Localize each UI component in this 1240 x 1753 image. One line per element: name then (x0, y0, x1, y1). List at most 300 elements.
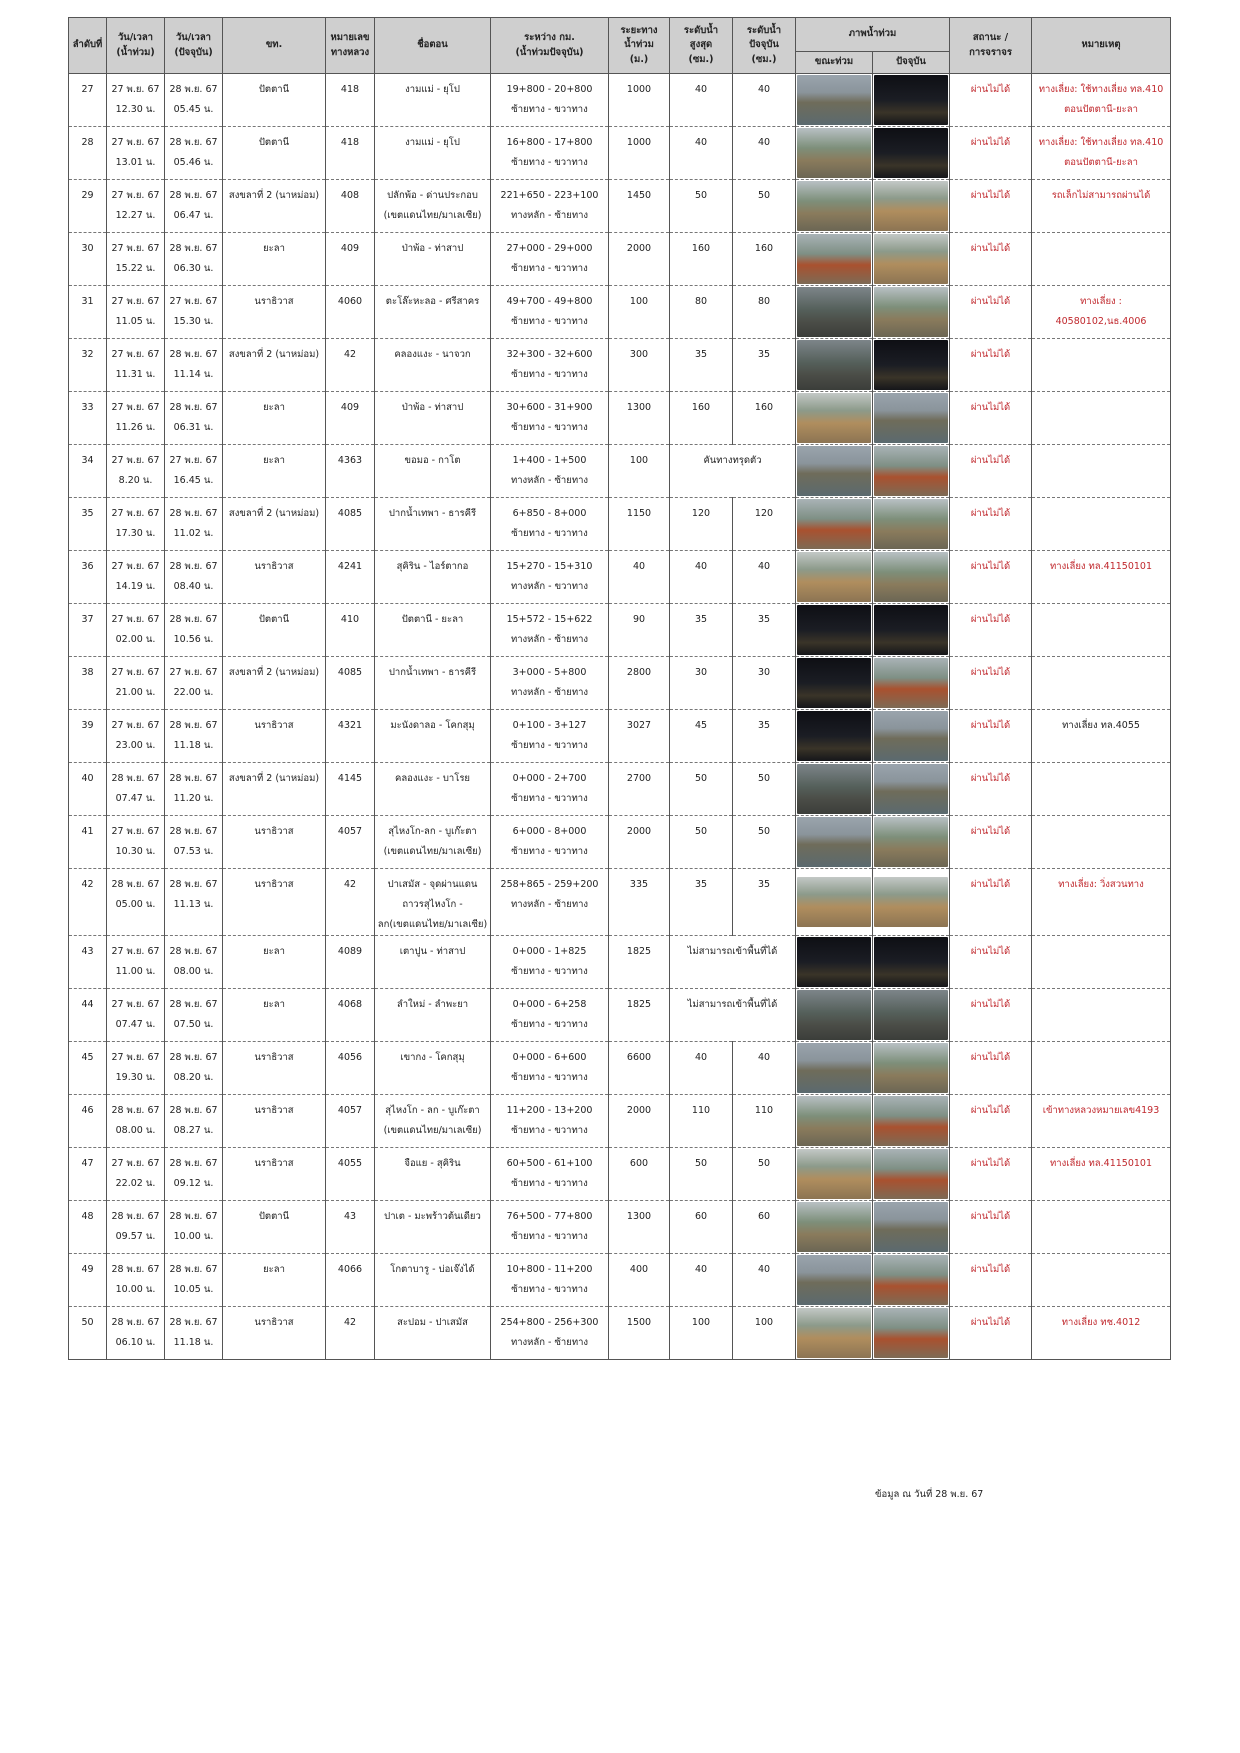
section-name: ปัตตานี - ยะลา (375, 604, 491, 657)
flood-photo-image[interactable] (797, 764, 871, 814)
section-name: มะนังดาลอ - โคกสุมุ (375, 710, 491, 763)
km-range: 6+000 - 8+000 ซ้ายทาง - ขวาทาง (491, 816, 609, 869)
photo-current[interactable] (873, 604, 950, 657)
current-photo-image[interactable] (874, 75, 948, 125)
current-level: 80 (733, 286, 796, 339)
current-datetime: 28 พ.ย. 67 10.05 น. (165, 1254, 223, 1307)
current-level: 110 (733, 1095, 796, 1148)
district-office: ยะลา (223, 392, 326, 445)
photo-during-flood[interactable] (796, 551, 873, 604)
remark (1032, 657, 1171, 710)
remark (1032, 392, 1171, 445)
traffic-status: ผ่านไม่ได้ (950, 445, 1032, 498)
current-photo-image[interactable] (874, 340, 948, 390)
current-photo-image[interactable] (874, 817, 948, 867)
photo-current[interactable] (873, 1201, 950, 1254)
remark (1032, 233, 1171, 286)
row-no: 45 (69, 1042, 107, 1095)
flood-photo-image[interactable] (797, 393, 871, 443)
route-number: 4057 (326, 816, 375, 869)
route-number: 409 (326, 233, 375, 286)
km-range: 221+650 - 223+100 ทางหลัก - ซ้ายทาง (491, 180, 609, 233)
table-row (69, 74, 1171, 127)
current-datetime: 28 พ.ย. 67 11.13 น. (165, 869, 223, 936)
traffic-status: ผ่านไม่ได้ (950, 763, 1032, 816)
current-photo-image[interactable] (874, 1255, 948, 1305)
header-note: หมายเหตุ (1032, 18, 1171, 74)
photo-current[interactable] (873, 1095, 950, 1148)
traffic-status: ผ่านไม่ได้ (950, 1254, 1032, 1307)
row-no: 43 (69, 936, 107, 989)
photo-during-flood[interactable] (796, 180, 873, 233)
flood-photo-image[interactable] (797, 605, 871, 655)
photo-current[interactable] (873, 180, 950, 233)
max-level: 35 (670, 604, 733, 657)
current-datetime: 28 พ.ย. 67 11.18 น. (165, 1307, 223, 1360)
header-cur-level: ระดับน้ำ ปัจจุบัน (ซม.) (733, 18, 796, 74)
current-photo-image[interactable] (874, 605, 948, 655)
current-photo-image[interactable] (874, 499, 948, 549)
section-name: ตะโล๊ะหะลอ - ศรีสาคร (375, 286, 491, 339)
photo-current[interactable] (873, 127, 950, 180)
level-remark: ไม่สามารถเข้าพื้นที่ได้ (670, 936, 796, 989)
photo-current[interactable] (873, 551, 950, 604)
section-name: ปลักพ้อ - ด่านประกอบ (เขตแดนไทย/มาเลเซีย) (375, 180, 491, 233)
route-number: 4363 (326, 445, 375, 498)
route-number: 4060 (326, 286, 375, 339)
district-office: สงขลาที่ 2 (นาหม่อม) (223, 339, 326, 392)
traffic-status: ผ่านไม่ได้ (950, 180, 1032, 233)
header-district: ขท. (223, 18, 326, 74)
flood-photo-image[interactable] (797, 817, 871, 867)
flood-datetime: 27 พ.ย. 67 11.31 น. (107, 339, 165, 392)
km-range: 30+600 - 31+900 ซ้ายทาง - ขวาทาง (491, 392, 609, 445)
current-datetime: 28 พ.ย. 67 05.45 น. (165, 74, 223, 127)
flood-distance: 2700 (609, 763, 670, 816)
max-level: 40 (670, 1042, 733, 1095)
district-office: สงขลาที่ 2 (นาหม่อม) (223, 763, 326, 816)
header-dt-flood: วัน/เวลา (น้ำท่วม) (107, 18, 165, 74)
level-remark: คันทางทรุดตัว (670, 445, 796, 498)
flood-distance: 1000 (609, 127, 670, 180)
table-row (69, 869, 1171, 936)
district-office: สงขลาที่ 2 (นาหม่อม) (223, 498, 326, 551)
row-no: 41 (69, 816, 107, 869)
current-level: 40 (733, 1042, 796, 1095)
photo-current[interactable] (873, 936, 950, 989)
route-number: 418 (326, 127, 375, 180)
route-number: 409 (326, 392, 375, 445)
max-level: 45 (670, 710, 733, 763)
current-level: 50 (733, 180, 796, 233)
district-office: นราธิวาส (223, 1095, 326, 1148)
traffic-status: ผ่านไม่ได้ (950, 657, 1032, 710)
row-no: 33 (69, 392, 107, 445)
photo-current[interactable] (873, 1148, 950, 1201)
flood-photo-image[interactable] (797, 1202, 871, 1252)
traffic-status: ผ่านไม่ได้ (950, 1201, 1032, 1254)
km-range: 3+000 - 5+800 ทางหลัก - ซ้ายทาง (491, 657, 609, 710)
district-office: ยะลา (223, 989, 326, 1042)
route-number: 4089 (326, 936, 375, 989)
section-name: สุคิริน - ไอร์ตากอ (375, 551, 491, 604)
flood-datetime: 27 พ.ย. 67 10.30 น. (107, 816, 165, 869)
current-photo-image[interactable] (874, 764, 948, 814)
remark (1032, 1042, 1171, 1095)
table-row (69, 1307, 1171, 1360)
flood-distance: 40 (609, 551, 670, 604)
photo-current[interactable] (873, 498, 950, 551)
photo-current[interactable] (873, 989, 950, 1042)
flood-photo-image[interactable] (797, 287, 871, 337)
flood-datetime: 27 พ.ย. 67 8.20 น. (107, 445, 165, 498)
header-route: หมายเลข ทางหลวง (326, 18, 375, 74)
remark (1032, 604, 1171, 657)
route-number: 418 (326, 74, 375, 127)
photo-current[interactable] (873, 869, 950, 936)
current-datetime: 28 พ.ย. 67 07.50 น. (165, 989, 223, 1042)
flood-photo-image[interactable] (797, 499, 871, 549)
photo-current[interactable] (873, 445, 950, 498)
flood-photo-image[interactable] (797, 1255, 871, 1305)
current-photo-image[interactable] (874, 1043, 948, 1093)
district-office: ยะลา (223, 936, 326, 989)
current-level: 100 (733, 1307, 796, 1360)
photo-during-flood[interactable] (796, 1042, 873, 1095)
section-name: ป่าพ้อ - ท่าสาป (375, 233, 491, 286)
flood-datetime: 27 พ.ย. 67 11.05 น. (107, 286, 165, 339)
row-no: 28 (69, 127, 107, 180)
current-photo-image[interactable] (874, 287, 948, 337)
flood-datetime: 27 พ.ย. 67 23.00 น. (107, 710, 165, 763)
flood-photo-image[interactable] (797, 234, 871, 284)
current-photo-image[interactable] (874, 234, 948, 284)
flood-datetime: 27 พ.ย. 67 07.47 น. (107, 989, 165, 1042)
flood-photo-image[interactable] (797, 990, 871, 1040)
table-row (69, 1095, 1171, 1148)
route-number: 4068 (326, 989, 375, 1042)
photo-current[interactable] (873, 1042, 950, 1095)
km-range: 254+800 - 256+300 ทางหลัก - ซ้ายทาง (491, 1307, 609, 1360)
max-level: 35 (670, 869, 733, 936)
header-photo-flood: ขณะท่วม (796, 52, 873, 74)
flood-photo-image[interactable] (797, 340, 871, 390)
current-photo-image[interactable] (874, 1149, 948, 1199)
traffic-status: ผ่านไม่ได้ (950, 1148, 1032, 1201)
km-range: 16+800 - 17+800 ซ้ายทาง - ขวาทาง (491, 127, 609, 180)
flood-distance: 100 (609, 286, 670, 339)
table-row (69, 816, 1171, 869)
traffic-status: ผ่านไม่ได้ (950, 1042, 1032, 1095)
level-remark: ไม่สามารถเข้าพื้นที่ได้ (670, 989, 796, 1042)
photo-current[interactable] (873, 233, 950, 286)
current-datetime: 27 พ.ย. 67 15.30 น. (165, 286, 223, 339)
traffic-status: ผ่านไม่ได้ (950, 1095, 1032, 1148)
flood-datetime: 27 พ.ย. 67 21.00 น. (107, 657, 165, 710)
route-number: 4057 (326, 1095, 375, 1148)
current-photo-image[interactable] (874, 658, 948, 708)
flood-distance: 2800 (609, 657, 670, 710)
traffic-status: ผ่านไม่ได้ (950, 233, 1032, 286)
section-name: คลองแงะ - บาโรย (375, 763, 491, 816)
header-dt-now: วัน/เวลา (ปัจจุบัน) (165, 18, 223, 74)
flood-datetime: 28 พ.ย. 67 05.00 น. (107, 869, 165, 936)
section-name: เตาปูน - ท่าสาป (375, 936, 491, 989)
current-photo-image[interactable] (874, 181, 948, 231)
header-distance: ระยะทาง น้ำท่วม (ม.) (609, 18, 670, 74)
flood-distance: 1300 (609, 392, 670, 445)
route-number: 4056 (326, 1042, 375, 1095)
flood-distance: 2000 (609, 1095, 670, 1148)
flood-datetime: 27 พ.ย. 67 13.01 น. (107, 127, 165, 180)
section-name: ขอมอ - กาโต (375, 445, 491, 498)
current-datetime: 28 พ.ย. 67 05.46 น. (165, 127, 223, 180)
flood-photo-image[interactable] (797, 937, 871, 987)
photo-during-flood[interactable] (796, 869, 873, 936)
km-range: 32+300 - 32+600 ซ้ายทาง - ขวาทาง (491, 339, 609, 392)
route-number: 408 (326, 180, 375, 233)
current-level: 160 (733, 233, 796, 286)
flood-datetime: 28 พ.ย. 67 06.10 น. (107, 1307, 165, 1360)
flood-photo-image[interactable] (797, 877, 871, 927)
current-photo-image[interactable] (874, 877, 948, 927)
photo-during-flood[interactable] (796, 1307, 873, 1360)
photo-during-flood[interactable] (796, 1201, 873, 1254)
current-photo-image[interactable] (874, 711, 948, 761)
photo-during-flood[interactable] (796, 816, 873, 869)
flood-photo-image[interactable] (797, 552, 871, 602)
flood-datetime: 27 พ.ย. 67 22.02 น. (107, 1148, 165, 1201)
current-level: 40 (733, 127, 796, 180)
route-number: 4085 (326, 657, 375, 710)
flood-photo-image[interactable] (797, 658, 871, 708)
max-level: 100 (670, 1307, 733, 1360)
row-no: 42 (69, 869, 107, 936)
traffic-status: ผ่านไม่ได้ (950, 74, 1032, 127)
traffic-status: ผ่านไม่ได้ (950, 816, 1032, 869)
remark (1032, 1201, 1171, 1254)
photo-during-flood[interactable] (796, 339, 873, 392)
max-level: 60 (670, 1201, 733, 1254)
flood-photo-image[interactable] (797, 75, 871, 125)
current-photo-image[interactable] (874, 552, 948, 602)
flood-distance: 1825 (609, 936, 670, 989)
flood-photo-image[interactable] (797, 711, 871, 761)
current-photo-image[interactable] (874, 937, 948, 987)
route-number: 42 (326, 1307, 375, 1360)
remark (1032, 445, 1171, 498)
route-number: 43 (326, 1201, 375, 1254)
table-row (69, 936, 1171, 989)
section-name: สะปอม - ปาเสมัส (375, 1307, 491, 1360)
header-section: ชื่อตอน (375, 18, 491, 74)
max-level: 40 (670, 74, 733, 127)
flood-report-sheet (68, 17, 1170, 1360)
current-photo-image[interactable] (874, 1096, 948, 1146)
km-range: 49+700 - 49+800 ซ้ายทาง - ขวาทาง (491, 286, 609, 339)
current-photo-image[interactable] (874, 990, 948, 1040)
current-level: 50 (733, 763, 796, 816)
flood-distance: 335 (609, 869, 670, 936)
photo-during-flood[interactable] (796, 286, 873, 339)
photo-during-flood[interactable] (796, 936, 873, 989)
current-level: 60 (733, 1201, 796, 1254)
photo-current[interactable] (873, 339, 950, 392)
current-datetime: 28 พ.ย. 67 08.27 น. (165, 1095, 223, 1148)
table-row (69, 445, 1171, 498)
km-range: 1+400 - 1+500 ทางหลัก - ซ้ายทาง (491, 445, 609, 498)
flood-distance: 1000 (609, 74, 670, 127)
remark: รถเล็กไม่สามารถผ่านได้ (1032, 180, 1171, 233)
remark: เข้าทางหลวงหมายเลข4193 (1032, 1095, 1171, 1148)
remark (1032, 339, 1171, 392)
table-row (69, 1042, 1171, 1095)
traffic-status: ผ่านไม่ได้ (950, 551, 1032, 604)
remark (1032, 498, 1171, 551)
flood-photo-image[interactable] (797, 128, 871, 178)
photo-current[interactable] (873, 816, 950, 869)
km-range: 0+000 - 6+600 ซ้ายทาง - ขวาทาง (491, 1042, 609, 1095)
current-datetime: 28 พ.ย. 67 11.02 น. (165, 498, 223, 551)
current-photo-image[interactable] (874, 128, 948, 178)
traffic-status: ผ่านไม่ได้ (950, 869, 1032, 936)
photo-during-flood[interactable] (796, 763, 873, 816)
photo-current[interactable] (873, 74, 950, 127)
photo-current[interactable] (873, 1307, 950, 1360)
flood-photo-image[interactable] (797, 1308, 871, 1358)
row-no: 35 (69, 498, 107, 551)
table-row (69, 286, 1171, 339)
flood-table (68, 17, 1171, 1360)
remark: ทางเลี่ยง: วิ่งสวนทาง (1032, 869, 1171, 936)
max-level: 160 (670, 233, 733, 286)
data-date-footnote: ข้อมูล ณ วันที่ 28 พ.ย. 67 (875, 1489, 984, 1500)
flood-distance: 90 (609, 604, 670, 657)
table-row (69, 233, 1171, 286)
max-level: 50 (670, 763, 733, 816)
table-row (69, 710, 1171, 763)
photo-during-flood[interactable] (796, 1254, 873, 1307)
flood-datetime: 28 พ.ย. 67 08.00 น. (107, 1095, 165, 1148)
flood-photo-image[interactable] (797, 1096, 871, 1146)
flood-datetime: 27 พ.ย. 67 02.00 น. (107, 604, 165, 657)
remark: ทางเลี่ยง ทล.41150101 (1032, 551, 1171, 604)
photo-during-flood[interactable] (796, 445, 873, 498)
current-photo-image[interactable] (874, 1202, 948, 1252)
photo-during-flood[interactable] (796, 74, 873, 127)
table-row (69, 339, 1171, 392)
flood-photo-image[interactable] (797, 446, 871, 496)
max-level: 40 (670, 127, 733, 180)
traffic-status: ผ่านไม่ได้ (950, 392, 1032, 445)
current-level: 120 (733, 498, 796, 551)
remark: ทางเลี่ยง: ใช้ทางเลี่ยง ทล.410 ตอนปัตตานี-ยะลา (1032, 127, 1171, 180)
flood-distance: 400 (609, 1254, 670, 1307)
photo-during-flood[interactable] (796, 604, 873, 657)
district-office: ปัตตานี (223, 127, 326, 180)
route-number: 4085 (326, 498, 375, 551)
row-no: 32 (69, 339, 107, 392)
photo-current[interactable] (873, 710, 950, 763)
flood-distance: 1150 (609, 498, 670, 551)
photo-during-flood[interactable] (796, 989, 873, 1042)
district-office: นราธิวาส (223, 286, 326, 339)
flood-distance: 1825 (609, 989, 670, 1042)
route-number: 42 (326, 339, 375, 392)
photo-during-flood[interactable] (796, 1148, 873, 1201)
current-photo-image[interactable] (874, 393, 948, 443)
row-no: 44 (69, 989, 107, 1042)
current-level: 50 (733, 1148, 796, 1201)
max-level: 30 (670, 657, 733, 710)
photo-during-flood[interactable] (796, 657, 873, 710)
section-name: งามแม่ - ยุโป (375, 74, 491, 127)
header-km: ระหว่าง กม. (น้ำท่วมปัจจุบัน) (491, 18, 609, 74)
photo-during-flood[interactable] (796, 710, 873, 763)
max-level: 80 (670, 286, 733, 339)
section-name: ปากน้ำเทพา - ธารคีรี (375, 657, 491, 710)
remark (1032, 1254, 1171, 1307)
traffic-status: ผ่านไม่ได้ (950, 498, 1032, 551)
photo-during-flood[interactable] (796, 498, 873, 551)
current-datetime: 28 พ.ย. 67 10.56 น. (165, 604, 223, 657)
max-level: 50 (670, 1148, 733, 1201)
max-level: 35 (670, 339, 733, 392)
flood-photo-image[interactable] (797, 1043, 871, 1093)
photo-current[interactable] (873, 1254, 950, 1307)
photo-during-flood[interactable] (796, 233, 873, 286)
district-office: ปัตตานี (223, 74, 326, 127)
max-level: 110 (670, 1095, 733, 1148)
route-number: 4066 (326, 1254, 375, 1307)
photo-current[interactable] (873, 286, 950, 339)
photo-current[interactable] (873, 657, 950, 710)
current-datetime: 28 พ.ย. 67 08.00 น. (165, 936, 223, 989)
flood-distance: 6600 (609, 1042, 670, 1095)
section-name: ปาเต - มะพร้าวต้นเดียว (375, 1201, 491, 1254)
photo-current[interactable] (873, 763, 950, 816)
current-datetime: 28 พ.ย. 67 06.47 น. (165, 180, 223, 233)
route-number: 4145 (326, 763, 375, 816)
current-level: 50 (733, 816, 796, 869)
table-row (69, 1201, 1171, 1254)
route-number: 410 (326, 604, 375, 657)
remark (1032, 816, 1171, 869)
km-range: 6+850 - 8+000 ซ้ายทาง - ขวาทาง (491, 498, 609, 551)
photo-during-flood[interactable] (796, 392, 873, 445)
flood-photo-image[interactable] (797, 181, 871, 231)
photo-during-flood[interactable] (796, 127, 873, 180)
district-office: ยะลา (223, 233, 326, 286)
district-office: นราธิวาส (223, 1042, 326, 1095)
current-photo-image[interactable] (874, 446, 948, 496)
remark (1032, 989, 1171, 1042)
table-row (69, 392, 1171, 445)
header-photos: ภาพน้ำท่วม (796, 18, 950, 52)
traffic-status: ผ่านไม่ได้ (950, 127, 1032, 180)
photo-current[interactable] (873, 392, 950, 445)
flood-distance: 600 (609, 1148, 670, 1201)
district-office: นราธิวาส (223, 869, 326, 936)
photo-during-flood[interactable] (796, 1095, 873, 1148)
flood-photo-image[interactable] (797, 1149, 871, 1199)
current-photo-image[interactable] (874, 1308, 948, 1358)
row-no: 39 (69, 710, 107, 763)
km-range: 258+865 - 259+200 ทางหลัก - ซ้ายทาง (491, 869, 609, 936)
traffic-status: ผ่านไม่ได้ (950, 339, 1032, 392)
route-number: 4055 (326, 1148, 375, 1201)
max-level: 120 (670, 498, 733, 551)
